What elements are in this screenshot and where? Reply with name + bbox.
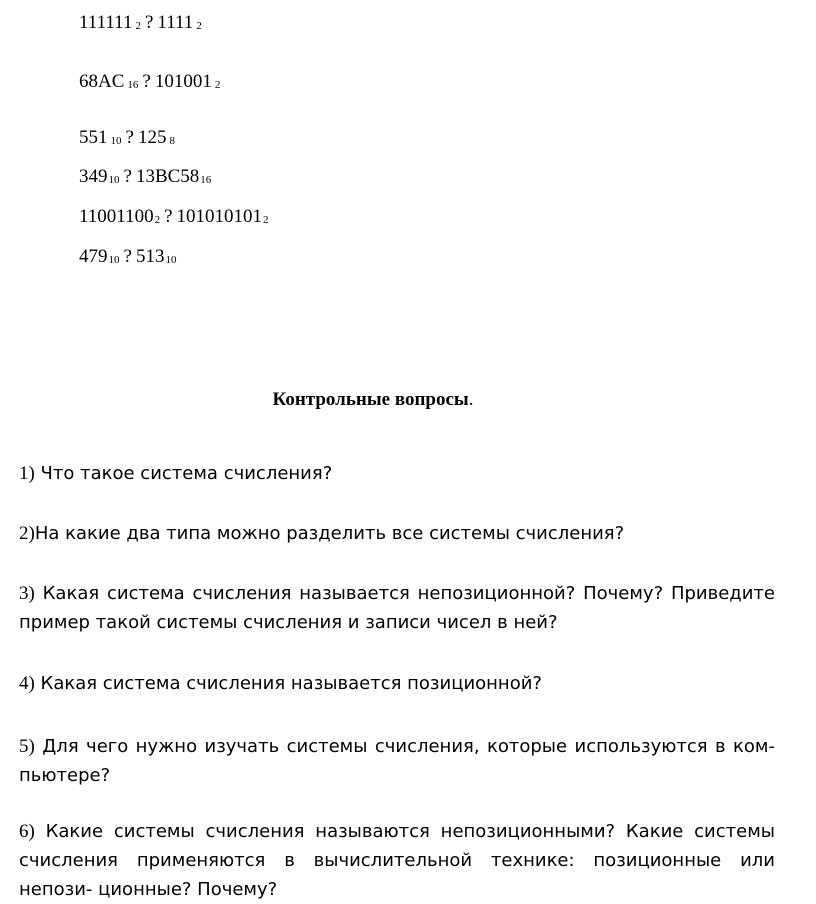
question-number: 3)	[19, 583, 35, 604]
right-number: 125	[137, 127, 167, 148]
comparison-4	[79, 166, 211, 191]
question-2	[19, 519, 775, 548]
question-number: 5)	[19, 736, 35, 757]
question-number: 2)	[19, 523, 35, 544]
right-number: 1111	[157, 12, 194, 33]
question-number: 1)	[19, 463, 35, 484]
left-number: 349	[79, 166, 108, 187]
left-base: 2	[154, 214, 161, 226]
question-3	[19, 579, 775, 637]
right-base: 2	[196, 20, 202, 32]
question-1	[19, 459, 775, 488]
comparison-operator: ?	[164, 206, 173, 227]
right-base: 10	[165, 254, 177, 266]
section-heading	[0, 388, 746, 412]
right-base: 2	[214, 79, 221, 91]
question-text: Для чего нужно изучать системы счисления, которые используются в ком- пьютере?	[19, 736, 775, 786]
right-number: 101010101	[176, 206, 263, 227]
comparison-3	[79, 127, 175, 152]
question-number: 4)	[19, 673, 35, 694]
comparison-operator: ?	[144, 12, 154, 33]
comparison-2	[79, 71, 220, 96]
question-text: Какая система счисления называется позиционной?	[34, 673, 542, 694]
heading-text: Контрольные вопросы	[272, 389, 469, 410]
question-text: На какие два типа можно разделить все системы счисления?	[34, 523, 625, 544]
comparison-1	[79, 12, 202, 37]
question-number: 6)	[19, 821, 35, 842]
left-base: 10	[108, 254, 120, 266]
right-number: 101001	[154, 71, 212, 92]
question-6	[19, 817, 775, 904]
question-4	[19, 669, 775, 698]
left-base: 2	[135, 20, 141, 32]
left-base: 10	[110, 135, 122, 147]
left-base: 10	[108, 174, 120, 186]
right-base: 8	[169, 135, 175, 147]
left-number: 68AC	[79, 71, 125, 92]
comparison-5	[79, 206, 269, 231]
question-5	[19, 732, 775, 790]
question-text: Что такое система счисления?	[34, 463, 333, 484]
right-base: 2	[263, 214, 269, 226]
comparison-6	[79, 246, 176, 271]
right-number: 13BC58	[135, 166, 200, 187]
heading-dot: .	[468, 389, 474, 410]
comparison-operator: ?	[123, 246, 132, 267]
comparison-operator: ?	[125, 127, 134, 148]
comparison-operator: ?	[142, 71, 151, 92]
question-text: Какие системы счисления называются непозиционными? Какие системы счисления применяются в вычислительной технике: позиционные или непози- ционные? Почему?	[19, 821, 775, 900]
right-base: 16	[200, 174, 212, 186]
question-text: Какая система счисления называется непозиционной? Почему? Приведите пример такой системы счисления и записи чисел в ней?	[19, 583, 775, 633]
left-number: 551	[79, 127, 108, 148]
comparison-operator: ?	[123, 166, 132, 187]
left-number: 479	[79, 246, 108, 267]
left-base: 16	[127, 79, 139, 91]
left-number: 111111	[79, 12, 133, 33]
left-number: 11001100	[79, 206, 154, 227]
right-number: 513	[135, 246, 165, 267]
